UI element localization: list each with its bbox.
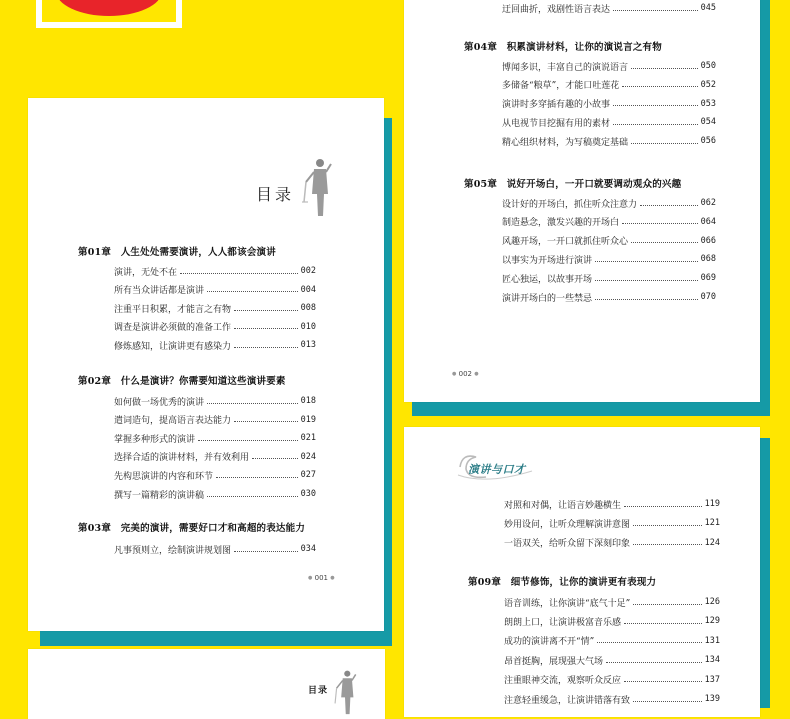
toc-entry-page: 030 [300,489,316,499]
dot-leader [606,662,702,663]
toc-entry-title: 演讲开场白的一些禁忌 [502,293,593,304]
speaker-figure-icon [332,667,358,717]
toc-entry-title: 设计好的开场白，抓住听众注意力 [502,199,638,210]
toc-entry[interactable] [114,450,316,464]
toc-entry-title: 昂首挺胸，展现强大气场 [504,656,604,667]
toc-entry[interactable] [502,215,716,229]
toc-title: 目录 [308,686,329,696]
chapter-title: 细节修饰，让你的演讲更有表现力 [510,577,657,588]
toc-entry-title: 修炼感知，让演讲更有感染力 [114,341,232,352]
toc-entry-page: 070 [700,292,716,302]
toc-entry[interactable] [114,431,316,445]
toc-entry[interactable] [502,97,716,111]
dot-leader [234,328,298,329]
chapter-title: 积累演讲材料，让你的演说言之有物 [506,42,662,53]
toc-page-partial [28,649,385,719]
toc-entry[interactable] [502,234,716,248]
toc-entry[interactable] [504,614,720,628]
dot-leader [622,86,697,87]
toc-entry-page: 053 [700,98,716,109]
toc-chapter-heading[interactable] [78,520,305,534]
chapter-label: 第04章 [464,42,498,53]
dot-leader [216,477,298,478]
toc-entry-page: 066 [700,235,716,246]
dot-leader [180,273,298,274]
toc-entry-title: 撰写一篇精彩的演讲稿 [114,490,205,501]
toc-entry[interactable] [502,59,716,73]
toc-entry-title: 朗朗上口，让演讲极富音乐感 [504,617,622,628]
toc-entry-page: 004 [300,284,316,295]
toc-chapter-heading[interactable] [464,39,662,53]
dot-leader [633,604,701,605]
dot-leader [252,458,298,459]
dot-leader [613,124,698,125]
book-logo-text: 演讲与口才 [468,463,526,476]
toc-entry-title: 博闻多识，丰富自己的演说语言 [502,62,629,73]
toc-entry-page: 052 [700,79,716,90]
toc-entry-title: 风趣开场，一开口就抓住听众心 [502,237,629,248]
toc-entry-title: 一语双关，给听众留下深刻印象 [504,539,631,550]
toc-entry-page: 024 [300,451,316,462]
dot-leader [624,623,702,624]
dot-leader [234,551,298,552]
dot-leader [622,223,698,224]
toc-entry-page: 124 [704,537,720,548]
toc-entry-title: 调查是演讲必须做的准备工作 [114,323,232,334]
toc-entry-title: 掌握多种形式的演讲 [114,434,196,445]
toc-entry-title: 演讲时多穿插有趣的小故事 [502,100,611,111]
dot-leader [198,440,298,441]
toc-entry-page: 050 [700,61,716,71]
dot-leader [234,310,298,311]
dot-leader [207,496,298,497]
chapter-label: 第09章 [468,577,502,588]
toc-entry-page: 134 [704,655,720,666]
toc-entry-title: 演讲，无处不在 [114,267,178,278]
toc-entry-title: 匠心独运，以故事开场 [502,274,593,285]
dot-leader [633,525,702,526]
toc-entry[interactable] [502,78,716,92]
chapter-title: 完美的演讲，需要好口才和高超的表达能力 [120,523,306,534]
toc-entry[interactable] [504,497,720,511]
toc-entry-page: 021 [300,433,316,444]
toc-entry-page: 064 [700,216,716,227]
dot-leader [234,347,298,348]
toc-entry-page: 018 [300,396,316,406]
toc-entry-title: 精心组织材料，为写稿奠定基础 [502,137,629,148]
toc-entry[interactable] [504,516,720,530]
toc-entry-title: 所有当众讲话都是演讲 [114,286,205,297]
toc-entry-title: 对照和对偶，让语言妙趣横生 [504,500,622,511]
dot-leader [597,642,701,643]
dot-leader [624,681,702,682]
dot-leader [631,242,698,243]
toc-title: 目录 [256,185,295,204]
toc-chapter-heading[interactable] [468,574,656,588]
dot-leader [595,299,698,300]
toc-entry-page: 126 [704,597,720,607]
toc-entry-title: 以事实为开场进行演讲 [502,255,593,266]
chapter-label: 第05章 [464,179,498,190]
toc-entry-page: 119 [704,499,720,509]
toc-entry[interactable] [114,283,316,297]
toc-entry-title: 选择合适的演讲材料，并有效利用 [114,453,250,464]
toc-entry-title: 语音训练，让你演讲“底气十足” [504,598,631,609]
toc-entry-page: 002 [300,266,316,276]
toc-entry[interactable] [504,595,720,609]
toc-entry[interactable] [114,301,316,315]
toc-entry[interactable] [114,542,316,556]
toc-entry[interactable] [114,413,316,427]
chapter-label: 第01章 [78,247,112,258]
toc-entry-page: 045 [700,3,716,13]
dot-leader [631,143,698,144]
dot-leader [613,105,698,106]
toc-entry-page: 010 [300,321,316,332]
toc-entry-title: 遣词造句，提高语言表达能力 [114,416,232,427]
toc-entry[interactable] [502,1,716,15]
page-number: ● 002 ● [452,370,479,378]
toc-entry-page: 019 [300,414,316,425]
toc-entry[interactable] [504,653,720,667]
toc-entry-title: 先构思演讲的内容和环节 [114,471,214,482]
toc-entry-page: 027 [300,470,316,481]
toc-page-002 [404,0,760,402]
chapter-title: 什么是演讲？你需要知道这些演讲要素 [120,376,286,387]
toc-entry-page: 131 [704,635,720,646]
toc-entry[interactable] [502,271,716,285]
toc-chapter-heading[interactable] [78,373,286,387]
toc-entry[interactable] [114,320,316,334]
toc-entry[interactable] [114,338,316,352]
toc-chapter-heading[interactable] [464,176,681,190]
toc-entry-page: 013 [300,340,316,351]
toc-entry-title: 从电视节目挖掘有用的素材 [502,118,611,129]
dot-leader [631,68,698,69]
toc-entry[interactable] [502,252,716,266]
toc-entry-page: 054 [700,117,716,128]
toc-chapter-heading[interactable] [78,244,276,258]
toc-entry[interactable] [504,536,720,550]
toc-entry[interactable] [504,634,720,648]
toc-entry[interactable] [114,394,316,408]
toc-entry-page: 069 [700,273,716,284]
toc-entry[interactable] [502,115,716,129]
speaker-figure-icon [300,156,334,218]
toc-entry-title: 成功的演讲离不开“情” [504,637,595,648]
toc-entry-page: 139 [704,694,720,704]
toc-entry-page: 068 [700,254,716,265]
toc-entry-title: 注重平日积累，才能言之有物 [114,304,232,315]
chapter-label: 第02章 [78,376,112,387]
toc-entry[interactable] [114,468,316,482]
toc-page-001 [28,98,384,631]
dot-leader [207,403,298,404]
toc-entry-title: 多储备“粮草”，才能口吐莲花 [502,81,620,92]
toc-entry-page: 062 [700,198,716,208]
book-cover-fragment [36,0,182,28]
toc-entry[interactable] [502,196,716,210]
toc-entry-title: 妙用设问，让听众理解演讲意图 [504,519,631,530]
toc-entry-page: 034 [300,544,316,554]
toc-entry-page: 008 [300,303,316,314]
toc-entry-page: 137 [704,674,720,685]
toc-entry-title: 注意轻重缓急，让演讲错落有致 [504,695,631,706]
toc-entry-title: 迂回曲折，戏剧性语言表达 [502,4,611,15]
dot-leader [613,10,698,11]
toc-entry-page: 129 [704,616,720,627]
dot-leader [633,701,702,702]
toc-entry-title: 注重眼神交流，观察听众反应 [504,676,622,687]
chapter-title: 说好开场白，一开口就要调动观众的兴趣 [506,179,682,190]
toc-entry[interactable] [114,487,316,501]
dot-leader [624,506,702,507]
toc-entry[interactable] [504,692,720,706]
toc-entry-page: 056 [700,136,716,147]
toc-entry-title: 制造悬念，激发兴趣的开场白 [502,218,620,229]
toc-entry[interactable] [504,673,720,687]
page-number: ● 001 ● [308,574,335,582]
toc-entry-title: 如何做一场优秀的演讲 [114,397,205,408]
chapter-title: 人生处处需要演讲，人人都该会演讲 [120,247,276,258]
chapter-label: 第03章 [78,523,112,534]
dot-leader [633,544,702,545]
toc-entry-page: 121 [704,518,720,529]
dot-leader [234,421,298,422]
toc-entry[interactable] [502,134,716,148]
toc-entry-title: 凡事预则立，绘制演讲规划图 [114,545,232,556]
red-ellipse-graphic [56,0,162,16]
dot-leader [595,280,698,281]
dot-leader [640,205,698,206]
toc-entry[interactable] [114,264,316,278]
toc-entry[interactable] [502,290,716,304]
dot-leader [595,261,698,262]
dot-leader [207,291,298,292]
toc-page-continued [404,427,760,717]
